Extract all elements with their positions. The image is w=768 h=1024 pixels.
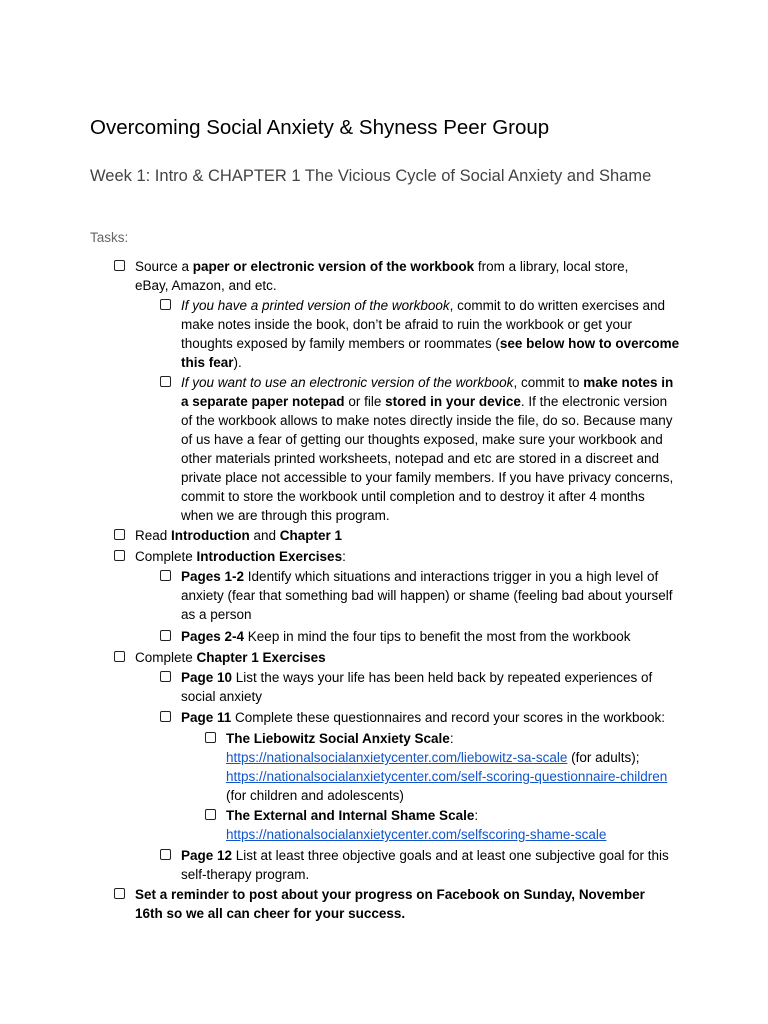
checklist-item-text [181, 668, 680, 706]
url-link[interactable]: https://nationalsocialanxietycenter.com/liebowitz-sa-scale [226, 750, 568, 765]
text-run: Complete [135, 650, 197, 665]
text-run: (for children and adolescents) [226, 788, 404, 803]
text-run: , commit to [513, 375, 584, 390]
text-run: and [249, 528, 280, 543]
text-run: Complete [135, 549, 197, 564]
bold-text: Page 12 [181, 848, 233, 863]
text-run: Identify which situations and interactions trigger in you a high level of anxiety (fear that something bad will happen) or shame (feeling bad about yourself as a person [181, 569, 673, 622]
checkbox[interactable] [160, 849, 171, 860]
document-subtitle: Week 1: Intro & CHAPTER 1 The Vicious Cycle of Social Anxiety and Shame [90, 167, 652, 185]
checkbox[interactable] [160, 711, 171, 722]
text-run: Complete these questionnaires and record your scores in the workbook: [231, 710, 666, 725]
bold-text: paper or electronic version of the workbook [192, 259, 475, 274]
checklist-item-text [181, 846, 680, 884]
text-run: : [449, 731, 454, 746]
text-run: ). [233, 355, 242, 370]
text-run: : [474, 808, 479, 823]
document-title: Overcoming Social Anxiety & Shyness Peer Group [90, 116, 550, 139]
tasks-label: Tasks: [90, 230, 129, 245]
bold-text: Introduction Exercises [196, 549, 343, 564]
checkbox[interactable] [160, 376, 171, 387]
bold-text: The Liebowitz Social Anxiety Scale [226, 731, 450, 746]
text-run: . If the electronic version of the workbook allows to make notes directly inside the file, do so. Because many of us have a fear of getting our thoughts exposed, make sure your workbook and other materials printed worksheets, notepad and etc are stored in a discreet and private place not accessible to your family members. If you have privacy concerns, commit to store the workbook until completion and to destroy it after 4 months when we are through this program. [181, 394, 674, 523]
checklist-item-text [181, 627, 680, 646]
checkbox[interactable] [205, 732, 216, 743]
checkbox[interactable] [160, 630, 171, 641]
checklist-item-text [135, 257, 654, 295]
checklist-item-text [135, 526, 674, 545]
checkbox[interactable] [114, 529, 125, 540]
checklist-item-text [181, 708, 690, 727]
checklist-item-text [226, 729, 745, 805]
checkbox[interactable] [114, 888, 125, 899]
checkbox[interactable] [160, 570, 171, 581]
checklist-item-text [135, 547, 674, 566]
checkbox[interactable] [114, 260, 125, 271]
bold-text: Chapter 1 [279, 528, 343, 543]
checklist-item-text [135, 648, 674, 667]
text-run: from a library, local store, eBay, Amazon, and etc. [135, 259, 629, 293]
text-run: : [342, 549, 346, 564]
checklist-item-text [135, 885, 665, 923]
bold-text: The External and Internal Shame Scale [226, 808, 475, 823]
text-run: Read [135, 528, 172, 543]
bold-text: Page 10 [181, 670, 233, 685]
text-run: List the ways your life has been held back by repeated experiences of social anxiety [181, 670, 653, 704]
checkbox[interactable] [114, 550, 125, 561]
bold-text: Pages 1-2 [181, 569, 245, 584]
checklist-item-text [181, 373, 680, 525]
bold-text: Set a reminder to post about your progress on Facebook on Sunday, November 16th so we all can cheer for your success. [135, 887, 645, 921]
italic-text: If you want to use an electronic version of the workbook [181, 375, 514, 390]
checkbox[interactable] [205, 809, 216, 820]
text-run: , commit to do written exercises and make notes inside the book, don’t be afraid to ruin the workbook or get your thoughts exposed by family members or roommates ( [181, 298, 665, 351]
checkbox[interactable] [160, 299, 171, 310]
bold-text: Introduction [171, 528, 250, 543]
bold-text: Chapter 1 Exercises [196, 650, 326, 665]
text-run: List at least three objective goals and at least one subjective goal for this self-therapy program. [181, 848, 669, 882]
bold-text: make notes in a separate paper notepad [181, 375, 674, 409]
bold-text: stored in your device [385, 394, 521, 409]
checklist-item-text [226, 806, 745, 844]
url-link[interactable]: https://nationalsocialanxietycenter.com/selfscoring-shame-scale [226, 827, 607, 842]
text-run: or file [344, 394, 386, 409]
checkbox[interactable] [114, 651, 125, 662]
italic-text: If you have a printed version of the workbook [181, 298, 450, 313]
text-run: Source a [135, 259, 193, 274]
checkbox[interactable] [160, 671, 171, 682]
bold-text: see below how to overcome this fear [181, 336, 680, 370]
checklist-item-text [181, 296, 680, 372]
checklist-item-text [181, 567, 680, 624]
text-run: Keep in mind the four tips to benefit the most from the workbook [244, 629, 631, 644]
bold-text: Page 11 [181, 710, 232, 725]
url-link[interactable]: https://nationalsocialanxietycenter.com/self-scoring-questionnaire-children [226, 769, 668, 784]
bold-text: Pages 2-4 [181, 629, 245, 644]
text-run: (for adults); [567, 750, 640, 765]
